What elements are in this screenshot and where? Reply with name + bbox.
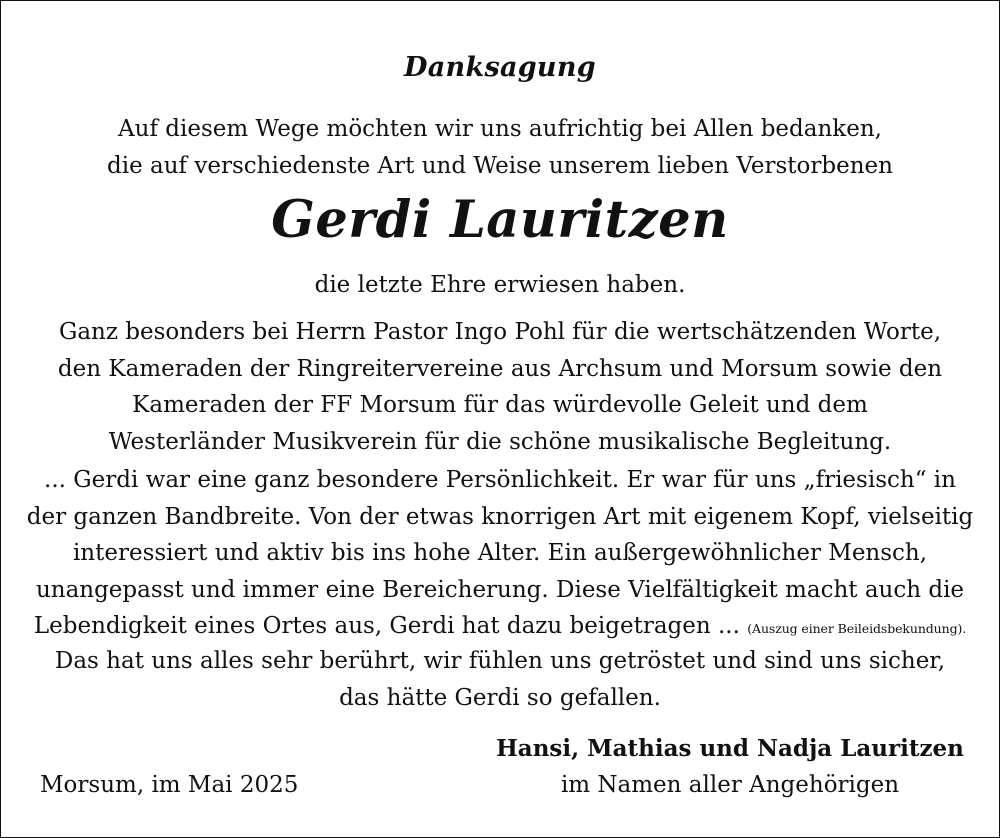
- intro-paragraph: [0, 111, 1000, 184]
- quote-line: unangepasst und immer eine Bereicherung. Diese Vielfältigkeit macht auch die: [35, 576, 965, 603]
- thanks-line: Ganz besonders bei Herrn Pastor Ingo Pohl für die wertschätzenden Worte,: [58, 319, 942, 345]
- intro-line: Auf diesem Wege möchten wir uns aufrichtig bei Allen bedanken,: [118, 116, 882, 142]
- thanks-paragraph: [0, 314, 1000, 460]
- intro-line: die auf verschiedenste Art und Weise unserem lieben Verstorbenen: [107, 152, 893, 179]
- notice-heading: Danksagung: [404, 52, 596, 83]
- deceased-name: Gerdi Lauritzen: [271, 190, 729, 250]
- place-date: Morsum, im Mai 2025: [40, 772, 299, 798]
- closing-paragraph: [0, 643, 1000, 716]
- quote-source: (Auszug einer Beileidsbekundung).: [747, 621, 967, 636]
- quote-line: der ganzen Bandbreite. Von der etwas knorrigen Art mit eigenem Kopf, vielseitig: [26, 503, 974, 530]
- quote-line: ... Gerdi war eine ganz besondere Persönlichkeit. Er war für uns „friesisch“ in: [44, 467, 956, 493]
- honored-line: die letzte Ehre erwiesen haben.: [314, 272, 686, 298]
- thanks-line: Kameraden der FF Morsum für das würdevolle Geleit und dem: [132, 392, 868, 418]
- closing-line: das hätte Gerdi so gefallen.: [339, 684, 661, 711]
- thanks-line: Westerländer Musikverein für die schöne musikalische Begleitung.: [108, 428, 892, 455]
- quote-line: Lebendigkeit eines Ortes aus, Gerdi hat dazu beigetragen ...: [33, 613, 740, 639]
- quote-last-line: [0, 608, 1000, 648]
- signature-names: Hansi, Mathias und Nadja Lauritzen: [496, 735, 964, 762]
- thanks-line: den Kameraden der Ringreitervereine aus Archsum und Morsum sowie den: [57, 355, 943, 382]
- quote-paragraph: [0, 462, 1000, 648]
- signature-subtitle: im Namen aller Angehörigen: [560, 772, 900, 798]
- closing-line: Das hat uns alles sehr berührt, wir fühlen uns getröstet und sind uns sicher,: [54, 648, 946, 674]
- quote-line: interessiert und aktiv bis ins hohe Alter. Ein außergewöhnlicher Mensch,: [72, 540, 928, 566]
